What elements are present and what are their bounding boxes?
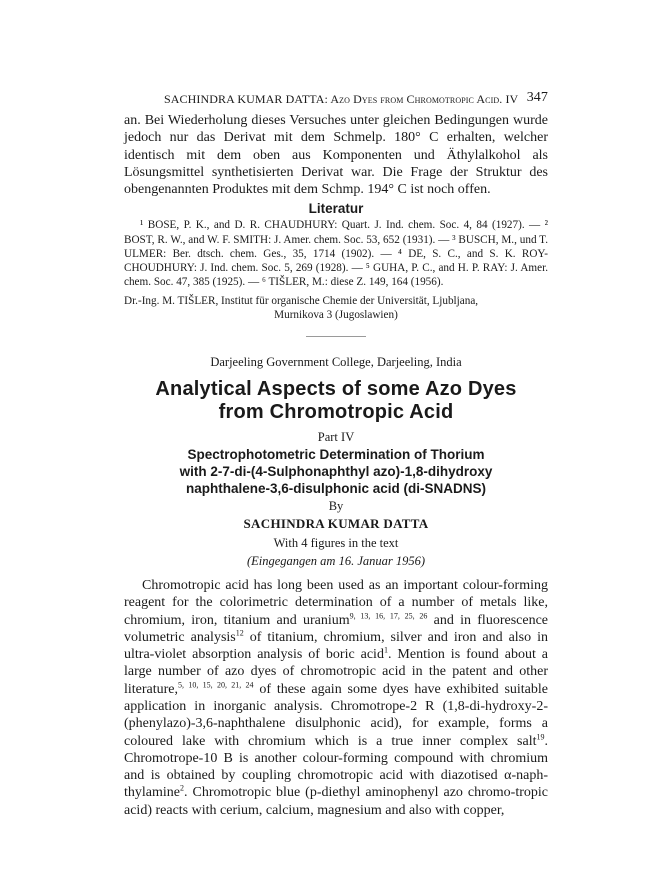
intro-paragraph: an. Bei Wiederholung dieses Versuches unter gleichen Bedingungen wurde jedoch nur das Derivat mit dem Schmelp. 180° C erhalten, welcher identisch mit dem oben aus Komponenten und Äthylalkohol als Lösungsmittel synthetisierten Derivat war. Die Frage der Struktur des obengenannten Produktes mit dem Schmp. 194° C ist noch offen. xyxy=(124,113,548,198)
by-label: By xyxy=(328,498,344,513)
main-text-7: . Chromotropic blue (p-diethyl aminophenyl azo chromo-tropic acid) reacts with cerium, calcium, magnesium and also with copper, xyxy=(124,785,548,818)
main-text-5: of these again some dyes have exhibited suitable application in inorganic analysis. Chromotrope-2 R (1,8-di-hydroxy-2-(phenylazo)-3,6-naphthalene disulphonic acid), for example, forms a coloured lake with chromium which is a true inner complex salt xyxy=(124,681,548,749)
main-text-2: and in fluorescence volumetric analysis xyxy=(124,612,548,645)
main-text-3: of titanium, chromium, silver and iron and also in ultra-violet absorption analysis of boric acid xyxy=(124,629,548,663)
main-text-6: . Chromotrope-10 B is another colour-forming compound with chromium and is obtained by coupling chromotropic acid with diazotised α-naph-thylamine xyxy=(124,733,548,801)
citation-1: 9, 13, 16, 17, 25, 26 xyxy=(349,610,428,620)
received-date: (Eingegangen am 16. Januar 1956) xyxy=(246,553,426,568)
running-title: SACHINDRA KUMAR DATTA: Azo Dyes from Chromotropic Acid. IV xyxy=(164,92,519,106)
references-text: ¹ BOSE, P. K., and D. R. CHAUDHURY: Quart. J. Ind. chem. Soc. 4, 84 (1927). — ² BOST, R. W., and W. F. SMITH: J. Amer. chem. Soc. 53, 652 (1931). — ³ BUSCH, M., und T. ULMER: Ber. dtsch. chem. Ges., 35, 1714 (1902). — ⁴ DE, S. C., and S. K. ROY-CHOUDHURY: J. Ind. chem. Soc. 5, 269 (1928). — ⁵ GUHA, P. C., and H. P. RAY: J. Amer. chem. Soc. 47, 385 (1925). — ⁶ TIŠLER, M.: diese Z. 149, 164 (1956). xyxy=(124,219,548,289)
citation-2: 12 xyxy=(235,628,244,638)
author-note-line2: Murnikova 3 (Jugoslawien) xyxy=(274,308,398,321)
main-text-4: . Mention is found about a large number of azo dyes of chromotropic acid in the patent and other literature, xyxy=(124,647,549,697)
part-label: Part IV xyxy=(317,429,355,444)
author-note-line1: Dr.-Ing. M. TIŠLER, Institut für organische Chemie der Universität, Ljubljana, xyxy=(124,294,479,307)
article-title-line2: from Chromotropic Acid xyxy=(218,400,454,423)
figures-note: With 4 figures in the text xyxy=(273,535,399,550)
subtitle-line1: Spectrophotometric Determination of Thorium xyxy=(187,446,485,462)
citation-5: 19 xyxy=(536,731,545,741)
institution: Darjeeling Government College, Darjeeling, India xyxy=(210,354,462,369)
citation-4: 5, 10, 15, 20, 21, 24 xyxy=(178,680,254,690)
citation-3: 1 xyxy=(383,645,388,655)
citation-6: 2 xyxy=(180,783,184,793)
subtitle-line3: naphthalene-3,6-disulphonic acid (di-SNADNS) xyxy=(185,480,487,496)
running-head xyxy=(124,90,548,112)
page-number: 347 xyxy=(526,90,548,105)
author-name: SACHINDRA KUMAR DATTA xyxy=(243,515,429,531)
author-note xyxy=(124,294,548,322)
journal-page xyxy=(124,90,548,819)
main-paragraph xyxy=(124,577,548,819)
subtitle-line2: with 2-7-di-(4-Sulphonaphthyl azo)-1,8-dihydroxy xyxy=(179,463,493,479)
references-heading: Literatur xyxy=(308,201,364,217)
section-divider xyxy=(306,336,366,337)
main-text-1: Chromotropic acid has long been used as an important colour-forming reagent for the colorimetric determination of a number of metals like, chromium, iron, titanium and uranium xyxy=(124,577,548,628)
article-title-line1: Analytical Aspects of some Azo Dyes xyxy=(155,377,517,400)
references-list xyxy=(124,218,548,289)
